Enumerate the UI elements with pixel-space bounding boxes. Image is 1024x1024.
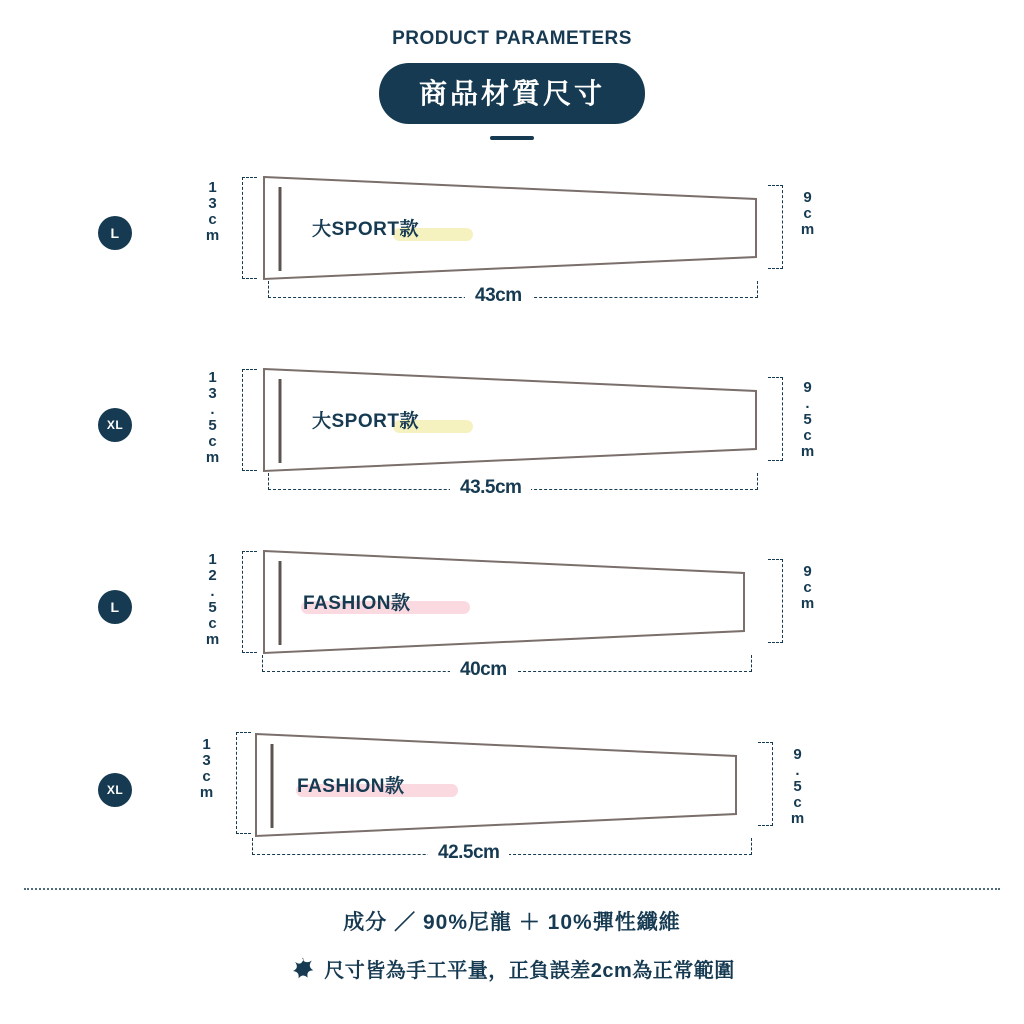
size-row bbox=[0, 355, 1024, 510]
left-measure-bracket bbox=[242, 551, 257, 653]
right-measure-label: 9cm bbox=[799, 563, 816, 611]
page-title: 商品材質尺寸 bbox=[379, 63, 645, 124]
footer-divider bbox=[24, 888, 1000, 890]
length-label: 43.5cm bbox=[450, 477, 531, 499]
left-measure-bracket bbox=[242, 177, 257, 279]
size-badge: XL bbox=[98, 408, 132, 442]
right-measure-bracket bbox=[768, 377, 783, 461]
size-row bbox=[0, 537, 1024, 692]
size-row bbox=[0, 163, 1024, 318]
measurement-note bbox=[0, 954, 1024, 983]
length-label: 42.5cm bbox=[428, 842, 509, 864]
size-badge: L bbox=[98, 590, 132, 624]
title-underline bbox=[490, 136, 534, 140]
product-label: 大SPORT款 bbox=[312, 411, 419, 432]
left-measure-label: 13cm bbox=[198, 736, 215, 800]
header bbox=[0, 28, 1024, 140]
product-label: 大SPORT款 bbox=[312, 219, 419, 240]
star-icon bbox=[289, 956, 315, 982]
product-label: FASHION款 bbox=[297, 776, 405, 797]
right-measure-bracket bbox=[768, 185, 783, 269]
footer bbox=[0, 906, 1024, 983]
right-measure-bracket bbox=[768, 559, 783, 643]
left-measure-label: 13.5cm bbox=[204, 369, 221, 465]
right-measure-label: 9.5cm bbox=[799, 379, 816, 459]
length-label: 40cm bbox=[450, 659, 517, 681]
right-measure-label: 9cm bbox=[799, 189, 816, 237]
right-measure-bracket bbox=[758, 742, 773, 826]
right-measure-label: 9.5cm bbox=[789, 746, 806, 826]
left-measure-label: 12.5cm bbox=[204, 551, 221, 647]
composition-text: 成分 ／ 90%尼龍 ＋ 10%彈性纖維 bbox=[343, 911, 681, 934]
left-measure-bracket bbox=[236, 732, 251, 834]
length-label: 43cm bbox=[465, 285, 532, 307]
product-label: FASHION款 bbox=[303, 593, 411, 614]
size-badge: XL bbox=[98, 773, 132, 807]
measurement-note-text: 尺寸皆為手工平量，正負誤差2cm為正常範圍 bbox=[324, 960, 735, 982]
size-row bbox=[0, 720, 1024, 875]
left-measure-bracket bbox=[242, 369, 257, 471]
eyebrow-text: PRODUCT PARAMETERS bbox=[392, 28, 632, 49]
left-measure-label: 13cm bbox=[204, 179, 221, 243]
size-badge: L bbox=[98, 216, 132, 250]
